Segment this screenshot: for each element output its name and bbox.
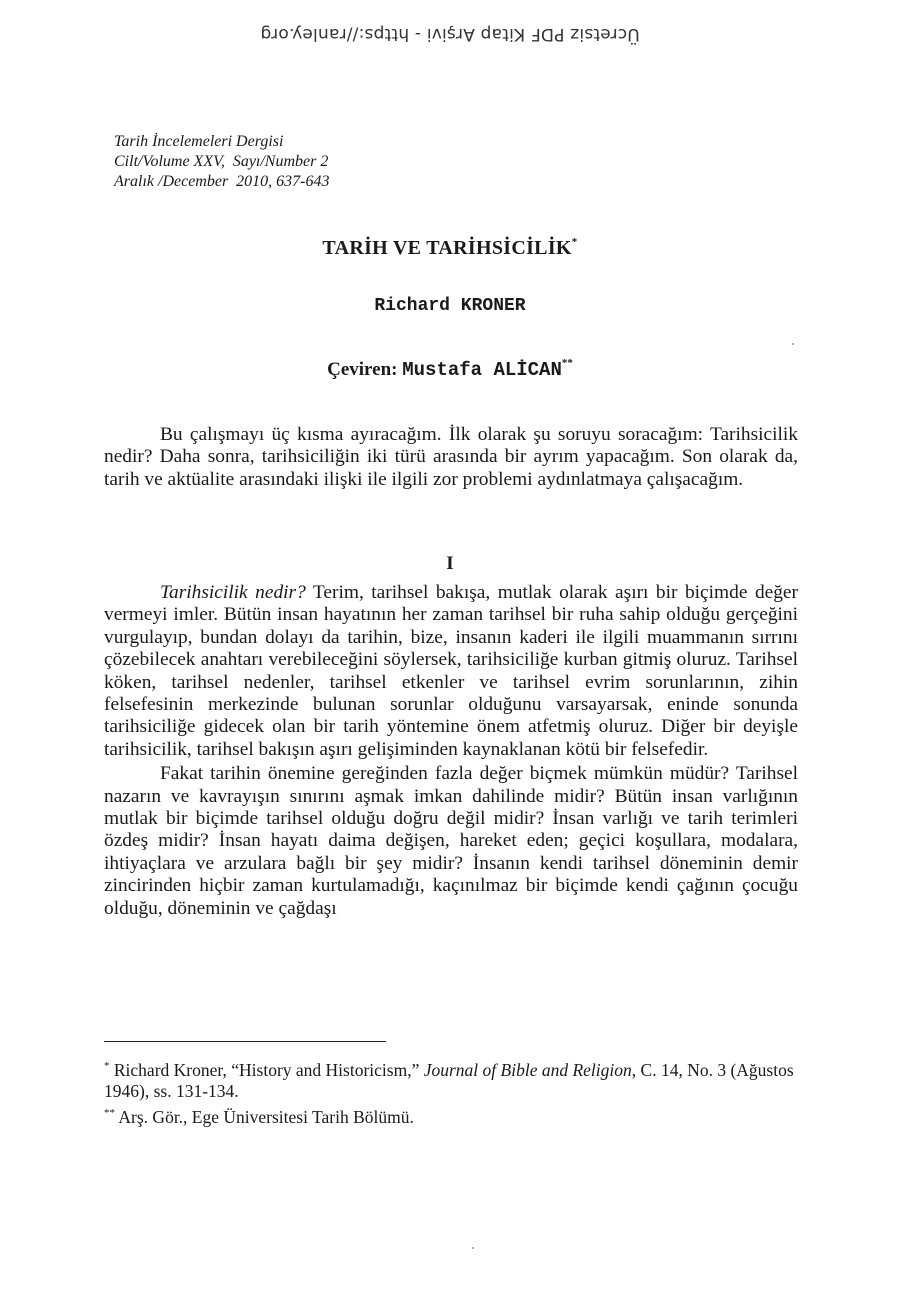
journal-name: Tarih İncelemeleri Dergisi xyxy=(114,133,284,150)
journal-volume: Cilt/Volume XXV, Sayı/Number 2 xyxy=(114,153,329,170)
footnote-2-text: Arş. Gör., Ege Üniversitesi Tarih Bölümü. xyxy=(115,1107,414,1127)
intro-section xyxy=(104,424,798,491)
footnotes xyxy=(104,1056,798,1129)
title-footnote-marker: * xyxy=(571,236,578,248)
article-author: Richard KRONER xyxy=(374,296,526,316)
footnote-1-post: , C. 14, No. 3 (Ağustos 1946), ss. 131-134. xyxy=(104,1060,794,1101)
scan-speck xyxy=(472,1247,474,1249)
article-title xyxy=(0,236,900,260)
footnote-2-marker: ** xyxy=(104,1107,115,1119)
intro-paragraph: Bu çalışmayı üç kısma ayıracağım. İlk olarak şu soruyu soracağım: Tarihsicilik nedir? Daha sonra, tarihsiciliğin iki türü arasında bir ayrım yapacağım. Son olarak da, tarih ve aktüalite arasındaki ilişki ile ilgili zor problemi aydınlatmaya çalışacağım. xyxy=(104,424,798,490)
paragraph-1-text: Terim, tarihsel bakışa, mutlak olarak aşırı bir biçimde değer vermeyi imler. Bütün insan hayatının her zaman tarihsel bir ruha sahip olduğu gerçeğini vurgulayıp, bundan dolayı da tarihin, bize, insanın kaderi ile ilgili muammanın sırrını çözebilecek anahtarı verebileceğini söylersek, tarihsiciliğe kurban gitmiş oluruz. Tarihsel köken, tarihsel nedenler, tarihsel etkenler ve tarihsel evrim sorunlarının, zihin felsefesinin merkezinde bulunan sorunlar olduğunu varsayarsak, eninde sonunda tarihsiciliğe gidecek olan bir tarih yöntemine önem atfetmiş oluruz. Diğer bir deyişle tarihsicilik, tarihsel bakışın aşırı gelişiminden kaynaklanan kötü bir felsefedir. xyxy=(104,582,799,760)
article-title-text: TARİH VE TARİHSİCİLİK xyxy=(322,237,572,259)
paragraph-1 xyxy=(104,582,798,761)
footnote-1-pre: Richard Kroner, “History and Historicism,” xyxy=(109,1060,424,1080)
watermark-text: Ücretsiz PDF Kitap Arşivi - https://ranley.org xyxy=(260,24,640,44)
footnote-1-journal: Journal of Bible and Religion xyxy=(423,1060,632,1080)
footnote-divider xyxy=(104,1041,386,1042)
section-one-body xyxy=(104,582,798,920)
section-heading: I xyxy=(446,553,454,574)
paragraph-1-lead: Tarihsicilik nedir? xyxy=(160,582,306,603)
paragraph-2: Fakat tarihin önemine gereğinden fazla değer biçmek mümkün müdür? Tarihsel nazarın ve kavrayışın sınırını aşmak imkan dahilinde midir? Bütün insan varlığının mutlak bir biçimde tarihsel olduğu doğru değil midir? İnsan varlığı ve tarih terimleri özdeş midir? İnsan hayatı daima değişen, hareket eden; geçici koşullara, modalara, ihtiyaçlara ve arzulara bağlı bir şey midir? İnsanın kendi tarihsel döneminin demir zincirinden hiçbir zaman kurtulamadığı, kaçınılmaz bir biçimde kendi çağının çocuğu olduğu, döneminin ve çağdaşı xyxy=(104,763,798,919)
journal-date-pages: Aralık /December 2010, 637-643 xyxy=(114,173,330,190)
footnote-1 xyxy=(104,1056,798,1102)
footnote-1-marker: * xyxy=(104,1060,110,1072)
translator-footnote-marker: ** xyxy=(561,357,573,369)
article-translator xyxy=(0,357,900,381)
translator-label: Çeviren: xyxy=(327,359,398,380)
journal-info xyxy=(114,132,330,192)
scan-speck xyxy=(792,343,794,345)
translator-name: Mustafa ALİCAN xyxy=(402,359,562,381)
footnote-2 xyxy=(104,1103,798,1128)
